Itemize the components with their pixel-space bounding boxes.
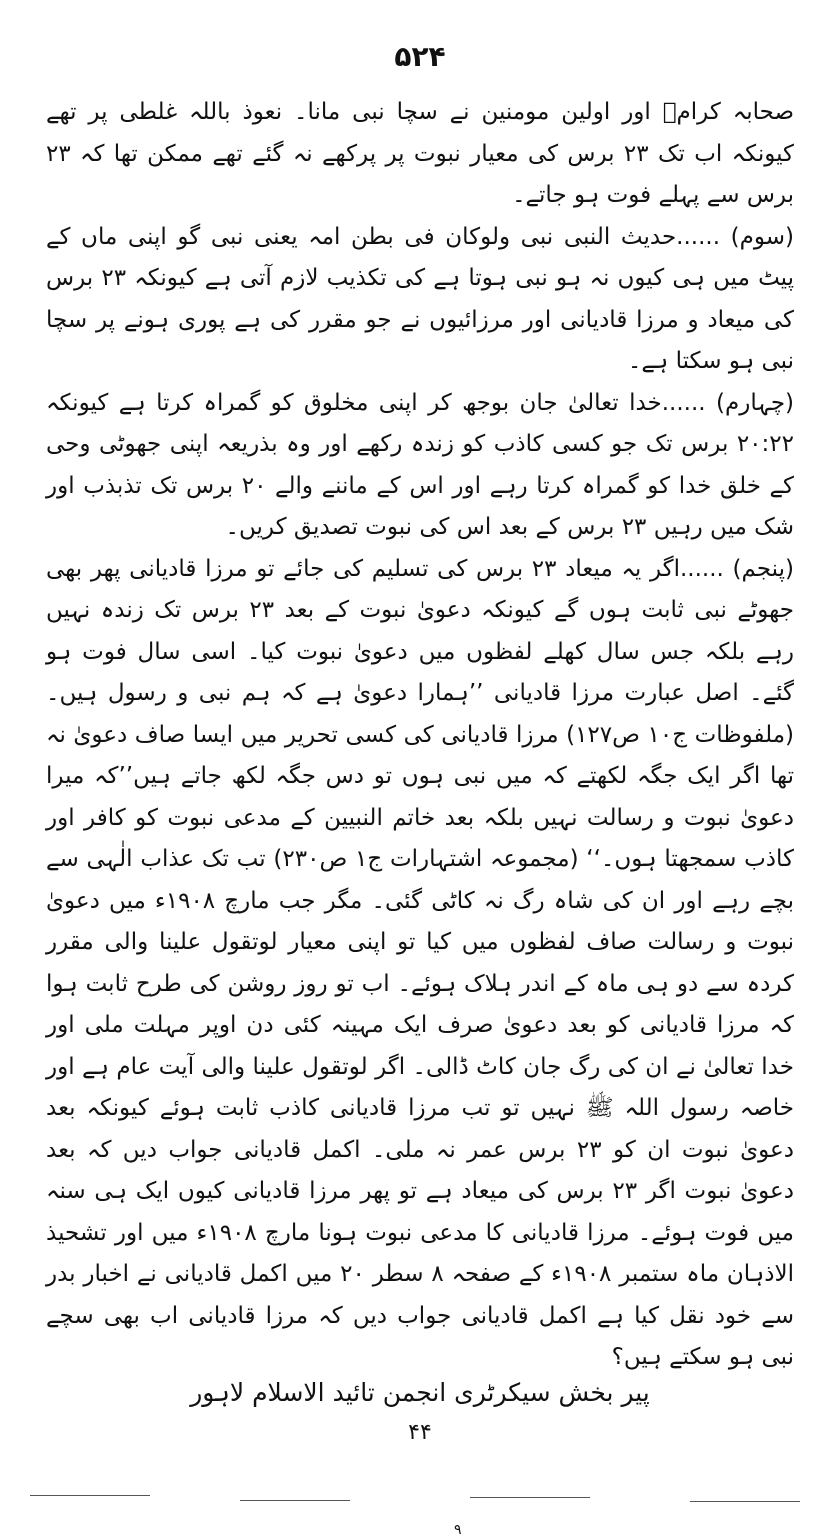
- paragraph-text: ......خدا تعالیٰ جان بوجھ کر اپنی مخلوق کو گمراہ کرتا ہے کیونکہ ۲۰:۲۲ برس تک جو کسی کاذب کو زندہ رکھے اور وہ بذریعہ اپنی جھوٹی وحی کے خلق خدا کو گمراہ کرتا رہے اور اس کے ماننے والے ۲۰ برس تک تذبذب اور شک میں رہیں ۲۳ برس کے بعد اس کی نبوت تصدیق کریں۔: [46, 389, 794, 540]
- paragraph-panjum: [46, 549, 794, 1379]
- footer-page-number: ۴۴: [408, 1420, 432, 1445]
- author-signature: پیر بخش سیکرٹری انجمن تائید الاسلام لاہور: [190, 1378, 650, 1407]
- paragraph-label: (پنجم): [732, 555, 794, 582]
- scan-line: [690, 1501, 800, 1502]
- paragraph-label: (سوم): [730, 223, 794, 250]
- scan-line: [240, 1500, 350, 1501]
- scan-mark: ۹: [454, 1522, 462, 1538]
- body-text: [46, 92, 794, 1379]
- paragraph-som: [46, 217, 794, 383]
- scan-line: [470, 1497, 590, 1498]
- page-number: ۵۲۴: [394, 40, 446, 73]
- paragraph-text: ......اگر یہ میعاد ۲۳ برس کی تسلیم کی جائے تو مرزا قادیانی پھر بھی جھوٹے نبی ثابت ہوں گے کیونکہ دعویٰ نبوت کے بعد ۲۳ برس تک زندہ نہیں رہے بلکہ جس سال کھلے لفظوں میں دعویٰ نبوت کیا۔ اسی سال فوت ہو گئے۔ اصل عبارت مرزا قادیانی ’’ہمارا دعویٰ ہے کہ ہم نبی و رسول ہیں۔ (ملفوظات ج۱۰ ص۱۲۷) مرزا قادیانی کی کسی تحریر میں ایسا صاف دعویٰ نہ تھا اگر ایک جگہ لکھتے کہ میں نبی ہوں تو دس جگہ لکھ جاتے ہیں’’کہ میرا دعویٰ نبوت و رسالت نہیں بلکہ بعد خاتم النبیین کے مدعی نبوت کو کافر اور کاذب سمجھتا ہوں۔‘‘ (مجموعہ اشتہارات ج۱ ص۲۳۰) تب تک عذاب الٰہی سے بچے رہے اور ان کی شاہ رگ نہ کاٹی گئی۔ مگر جب مارچ ۱۹۰۸ء میں دعویٰ نبوت و رسالت صاف لفظوں میں کیا تو اپنی معیار لوتقول علینا والی مقرر کردہ سے دو ہی ماہ کے اندر ہلاک ہوئے۔ اب تو روز روشن کی طرح ثابت ہوا کہ مرزا قادیانی کو بعد دعویٰ صرف ایک مہینہ کئی دن اوپر مہلت ملی اور خدا تعالیٰ نے ان کی رگ جان کاٹ ڈالی۔ اگر لوتقول علینا والی آیت عام ہے اور خاصہ رسول اللہ ﷺ نہیں تو تب مرزا قادیانی کاذب ثابت ہوئے کیونکہ بعد دعویٰ نبوت ان کو ۲۳ برس عمر نہ ملی۔ اکمل قادیانی جواب دیں کہ بعد دعویٰ نبوت اگر ۲۳ برس کی میعاد ہے تو پھر مرزا قادیانی کیوں ایک ہی سنہ میں فوت ہوئے۔ مرزا قادیانی کا مدعی نبوت ہونا مارچ ۱۹۰۸ء میں اور تشحیذ الاذہان ماہ ستمبر ۱۹۰۸ء کے صفحہ ۸ سطر ۲۰ میں اکمل قادیانی نے اخبار بدر سے خود نقل کیا ہے اکمل قادیانی جواب دیں کہ مرزا قادیانی اب بھی سچے نبی ہو سکتے ہیں؟: [46, 555, 794, 1370]
- paragraph-text: ......حدیث النبی نبی ولوکان فی بطن امہ یعنی نبی گو اپنی ماں کے پیٹ میں ہی کیوں نہ ہو نبی ہوتا ہے کی تکذیب لازم آتی ہے کیونکہ ۲۳ برس کی میعاد و مرزا قادیانی اور مرزائیوں نے جو مقرر کی ہے پوری ہونے پر سچا نبی ہو سکتا ہے۔: [46, 223, 795, 374]
- scan-line: [30, 1495, 150, 1496]
- paragraph-chaharum: [46, 383, 794, 549]
- paragraph-label: (چہارم): [716, 389, 795, 416]
- paragraph-intro: [46, 92, 794, 217]
- paragraph-text: صحابہ کرامؓ اور اولین مومنین نے سچا نبی مانا۔ نعوذ باللہ غلطی پر تھے کیونکہ اب تک ۲۳ برس کی معیار نبوت پر پرکھے نہ گئے تھے ممکن تھا کہ ۲۳ برس سے پہلے فوت ہو جاتے۔: [46, 99, 794, 208]
